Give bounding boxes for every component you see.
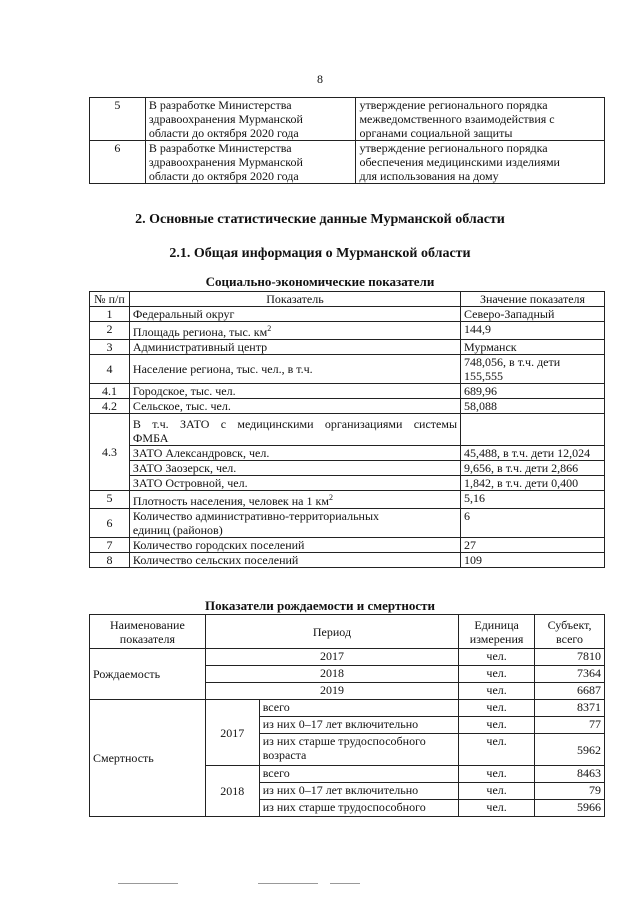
unit: чел. <box>459 800 535 817</box>
cell-line: всего <box>556 631 584 646</box>
subject-value: 7810 <box>535 649 605 666</box>
subject-value: 8371 <box>535 700 605 717</box>
top-table-cell <box>145 141 356 184</box>
mortality-label: Смертность <box>90 700 206 817</box>
cell-line: Субъект, <box>547 617 592 632</box>
header-indicator: Показатель <box>129 292 460 307</box>
cell-line: ФМБА <box>132 431 169 445</box>
row-number: 2 <box>90 322 130 340</box>
cell-line: Единица <box>474 617 519 632</box>
cell-line: Количество административно-территориальных <box>132 509 380 523</box>
indicator-name <box>129 322 460 340</box>
table-row <box>90 461 605 476</box>
period-year: 2018 <box>205 666 458 683</box>
birth-table-caption: Показатели рождаемости и смертности <box>205 598 435 613</box>
header-period: Период <box>205 615 458 649</box>
indicator-name: Административный центр <box>129 340 460 355</box>
indicator-value: Северо-Западный <box>461 307 605 322</box>
unit: чел. <box>459 666 535 683</box>
sub-period: всего <box>259 700 458 717</box>
indicator-value: 9,656, в т.ч. дети 2,866 <box>461 461 605 476</box>
superscript: 2 <box>328 493 333 502</box>
indicator-name: ЗАТО Островной, чел. <box>129 476 460 491</box>
cell-line: органами социальной защиты <box>359 126 513 140</box>
table-row <box>90 538 605 553</box>
cell-line: В т.ч. ЗАТО с медицинскими организациями системы <box>132 417 458 431</box>
indicator-value: 109 <box>461 553 605 568</box>
cell-line: Наименование <box>110 617 185 632</box>
unit: чел. <box>459 734 535 766</box>
indicator-value: 45,488, в т.ч. дети 12,024 <box>461 446 605 461</box>
cell-line: показателя <box>119 631 176 646</box>
cell-line: возраста <box>262 748 307 762</box>
cell-line: здравоохранения Мурманской <box>148 155 303 169</box>
indicator-value: 6 <box>461 509 605 538</box>
row-number: 7 <box>90 538 130 553</box>
indicator-name: Федеральный округ <box>129 307 460 322</box>
unit: чел. <box>459 717 535 734</box>
table-row <box>90 476 605 491</box>
table-row <box>90 553 605 568</box>
table-row <box>90 322 605 340</box>
cell-line: утверждение регионального порядка <box>359 141 548 155</box>
header-value: Значение показателя <box>461 292 605 307</box>
sub-period: всего <box>259 766 458 783</box>
period-year: 2017 <box>205 649 458 666</box>
cell-line: В разработке Министерства <box>148 98 292 112</box>
cell-line: области до октября 2020 года <box>148 126 299 140</box>
indicator-value: 689,96 <box>461 384 605 399</box>
header-unit <box>459 615 535 649</box>
indicator-name <box>129 509 460 538</box>
period-year: 2017 <box>205 700 259 766</box>
table-row <box>90 384 605 399</box>
subject-value: 7364 <box>535 666 605 683</box>
table-row <box>90 141 605 184</box>
indicator-name: ЗАТО Заозерск, чел. <box>129 461 460 476</box>
period-year: 2018 <box>205 766 259 817</box>
indicator-name: Количество сельских поселений <box>129 553 460 568</box>
header-subject <box>535 615 605 649</box>
row-number: 4 <box>90 355 130 384</box>
indicator-value: Мурманск <box>461 340 605 355</box>
birth-mortality-table <box>89 614 605 817</box>
cell-line: для использования на дому <box>359 169 499 183</box>
top-table-cell <box>145 98 356 141</box>
cell-line: 155,555 <box>464 369 504 383</box>
row-number: 5 <box>90 98 146 141</box>
row-number: 4.2 <box>90 399 130 414</box>
indicator-name: Количество городских поселений <box>129 538 460 553</box>
header-indicator <box>90 615 206 649</box>
sub-period: из них 0–17 лет включительно <box>259 717 458 734</box>
table-row <box>90 355 605 384</box>
indicator-value: 144,9 <box>461 322 605 340</box>
cell-line: единиц (районов) <box>132 523 223 537</box>
indicator-value <box>461 355 605 384</box>
table-row <box>90 700 605 717</box>
unit: чел. <box>459 783 535 800</box>
cell-line: области до октября 2020 года <box>148 169 299 183</box>
subject-value: 5966 <box>535 800 605 817</box>
unit: чел. <box>459 700 535 717</box>
indicator-name: Население региона, тыс. чел., в т.ч. <box>129 355 460 384</box>
subject-value: 5962 <box>535 734 605 766</box>
section-heading: 2. Основные статистические данные Мурманской области <box>135 212 505 227</box>
indicator-name: Сельское, тыс. чел. <box>129 399 460 414</box>
top-table <box>89 97 605 184</box>
table-header-row <box>90 615 605 649</box>
header-number: № п/п <box>90 292 130 307</box>
period-year: 2019 <box>205 683 458 700</box>
cell-line: из них старше трудоспособного <box>262 734 426 748</box>
indicator-value: 5,16 <box>461 491 605 509</box>
indicator-name <box>129 491 460 509</box>
row-number: 1 <box>90 307 130 322</box>
indicator-name: ЗАТО Александровск, чел. <box>129 446 460 461</box>
cell-line: обеспечения медицинскими изделиями <box>359 155 560 169</box>
subject-value: 8463 <box>535 766 605 783</box>
table-row <box>90 509 605 538</box>
sub-period: из них старше трудоспособного <box>259 800 458 817</box>
sub-period: из них 0–17 лет включительно <box>259 783 458 800</box>
table-row <box>90 649 605 666</box>
subject-value: 79 <box>535 783 605 800</box>
row-number: 4.1 <box>90 384 130 399</box>
cell-line: В разработке Министерства <box>148 141 292 155</box>
row-number: 3 <box>90 340 130 355</box>
unit: чел. <box>459 649 535 666</box>
page-number: 8 <box>317 72 323 86</box>
birth-label: Рождаемость <box>90 649 206 700</box>
row-number: 4.3 <box>90 414 130 491</box>
subsection-heading: 2.1. Общая информация о Мурманской области <box>169 246 471 261</box>
top-table-cell <box>356 141 605 184</box>
indicator-text: Площадь региона, тыс. км <box>132 325 268 339</box>
indicator-value: 27 <box>461 538 605 553</box>
indicator-name <box>129 414 460 446</box>
row-number: 6 <box>90 141 146 184</box>
cell-line: утверждение регионального порядка <box>359 98 548 112</box>
indicator-value: 58,088 <box>461 399 605 414</box>
indicator-value: 1,842, в т.ч. дети 0,400 <box>461 476 605 491</box>
cell-line: межведомственного взаимодействия с <box>359 112 555 126</box>
table-header-row <box>90 292 605 307</box>
scan-artifact-line <box>330 883 360 884</box>
sub-period <box>259 734 458 766</box>
table-row <box>90 340 605 355</box>
row-number: 5 <box>90 491 130 509</box>
socio-economic-table <box>89 291 605 568</box>
socio-table-caption: Социально-экономические показатели <box>205 274 435 289</box>
row-number: 8 <box>90 553 130 568</box>
indicator-value <box>461 414 605 446</box>
subject-value: 77 <box>535 717 605 734</box>
unit: чел. <box>459 766 535 783</box>
top-table-cell <box>356 98 605 141</box>
row-number: 6 <box>90 509 130 538</box>
table-row <box>90 414 605 446</box>
cell-line: здравоохранения Мурманской <box>148 112 303 126</box>
superscript: 2 <box>267 324 272 333</box>
cell-line: измерения <box>469 631 524 646</box>
table-row <box>90 399 605 414</box>
table-row <box>90 491 605 509</box>
table-row <box>90 307 605 322</box>
subject-value: 6687 <box>535 683 605 700</box>
indicator-text: Плотность населения, человек на 1 км <box>132 494 329 508</box>
scan-artifact-line <box>258 883 318 884</box>
indicator-name: Городское, тыс. чел. <box>129 384 460 399</box>
scan-artifact-line <box>118 883 178 884</box>
unit: чел. <box>459 683 535 700</box>
table-row <box>90 98 605 141</box>
cell-line: 748,056, в т.ч. дети <box>464 355 561 369</box>
table-row <box>90 446 605 461</box>
